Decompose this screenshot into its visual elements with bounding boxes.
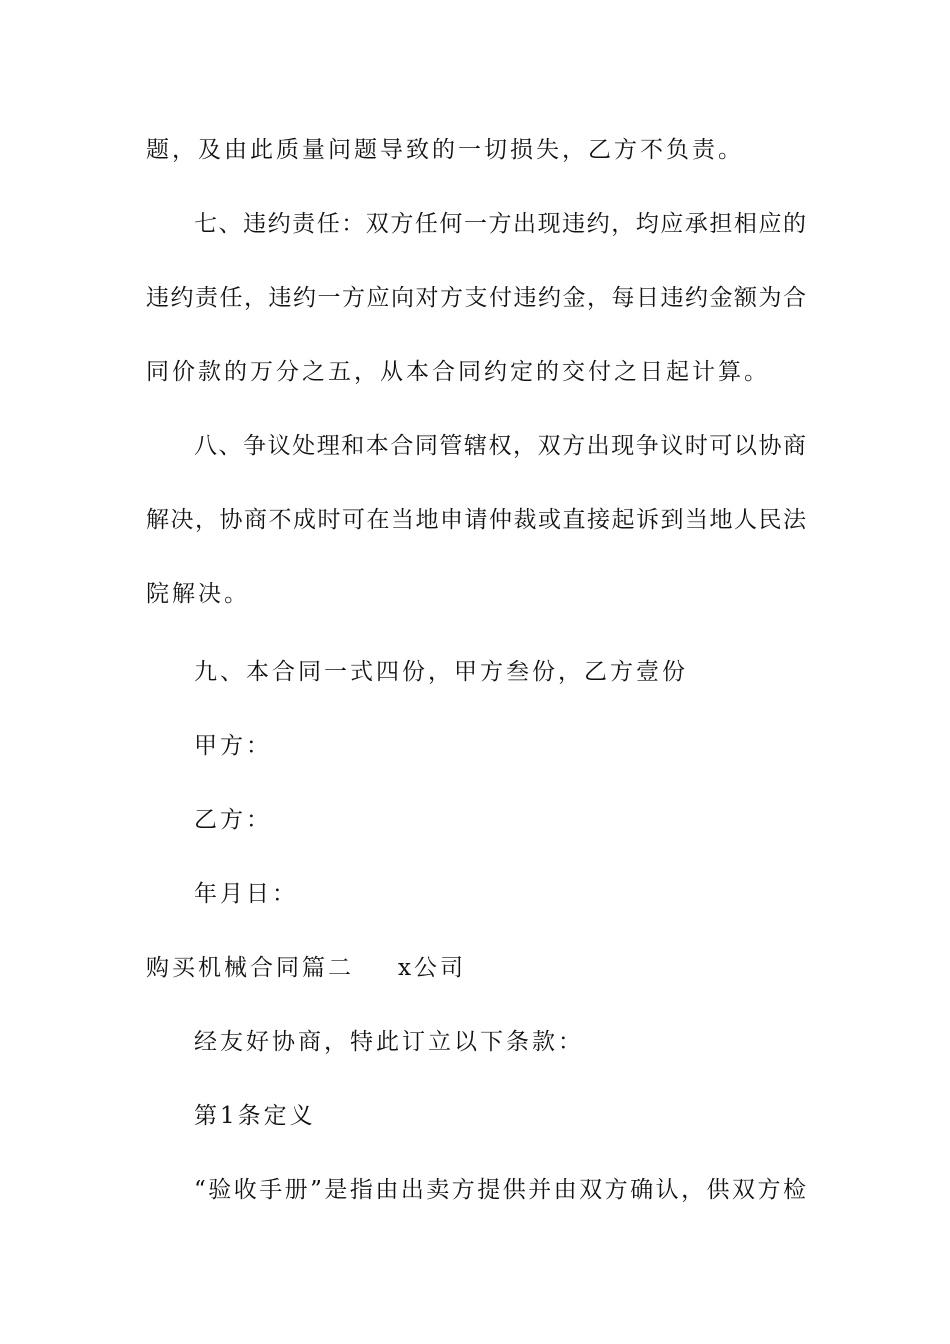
party-b-label: 乙方： xyxy=(194,807,272,833)
intro-text: 经友好协商，特此订立以下条款： xyxy=(194,1029,584,1055)
company-name: x公司 xyxy=(398,955,466,981)
clause-9: 九、本合同一式四份，甲方叁份，乙方壹份 xyxy=(194,659,688,685)
clause-7-line-3: 同价款的万分之五，从本合同约定的交付之日起计算。 xyxy=(146,359,770,385)
article-1-heading: 第1条定义 xyxy=(194,1103,316,1129)
paragraph-line: 题，及由此质量问题导致的一切损失，乙方不负责。 xyxy=(146,137,744,163)
clause-7-line-2: 违约责任，违约一方应向对方支付违约金，每日违约金额为合 xyxy=(146,285,806,311)
clause-8-line-1: 八、争议处理和本合同管辖权，双方出现争议时可以协商 xyxy=(194,433,806,459)
definition-line: “验收手册”是指由出卖方提供并由双方确认，供双方检 xyxy=(194,1177,806,1203)
clause-8-line-2: 解决，协商不成时可在当地申请仲裁或直接起诉到当地人民法 xyxy=(146,507,806,533)
date-label: 年月日： xyxy=(194,881,298,907)
clause-8-line-3: 院解决。 xyxy=(146,581,250,607)
clause-7-line-1: 七、违约责任：双方任何一方出现违约，均应承担相应的 xyxy=(194,211,806,237)
party-a-label: 甲方： xyxy=(194,733,272,759)
section-title: 购买机械合同篇二 xyxy=(146,955,354,981)
section-heading xyxy=(146,948,466,988)
